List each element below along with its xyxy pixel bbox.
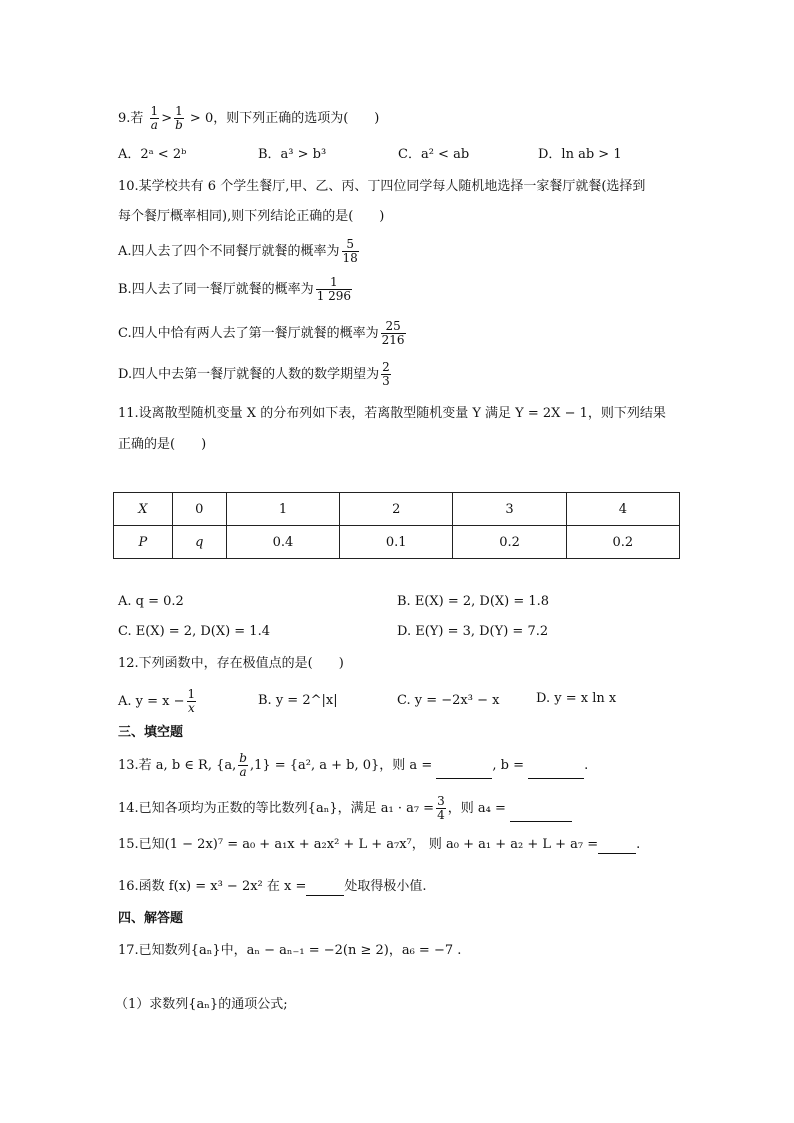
q14-blank[interactable] — [510, 807, 572, 822]
q15-end: . — [636, 837, 641, 852]
q11-option-a: A. q = 0.2 — [118, 594, 184, 609]
q13-end: . — [584, 758, 589, 773]
table-cell: 0.4 — [226, 526, 339, 559]
q16-stem — [118, 878, 427, 896]
q10-a-text: A.四人去了四个不同餐厅就餐的概率为 — [118, 244, 340, 259]
q13-blank-a[interactable] — [436, 764, 492, 779]
q12-option-b: B. y = 2^|x| — [258, 693, 338, 708]
q12-a-text: A. y = x − — [118, 694, 185, 709]
q13-mid: ,1} = {a², a + b, 0}，则 a = — [249, 758, 433, 773]
q9-option-a: A．2ᵃ < 2ᵇ — [118, 147, 187, 162]
q11-distribution-table — [113, 492, 680, 559]
q14-frac: $\frac{3}{4}$ — [437, 794, 445, 822]
q13-sep: , b = — [492, 758, 524, 773]
table-cell: 0.2 — [566, 526, 679, 559]
q9-tail: > 0，则下列正确的选项为( ) — [189, 111, 380, 126]
q11-option-b: B. E(X) = 2, D(X) = 1.8 — [397, 594, 550, 609]
q9-frac-2: $\frac{1}{b}$ — [175, 104, 183, 132]
q10-option-c — [118, 320, 408, 347]
q10-option-b — [118, 276, 354, 303]
q9-stem: 9.若 $\frac{1}{a}$ > $\frac{1}{b}$ > 0，则下列正确的选项为( ) — [118, 104, 380, 132]
section-title-fill-blank: 三、填空题 — [118, 725, 184, 740]
q16-pre: 16.函数 f(x) = x³ − 2x² 在 x = — [118, 879, 307, 894]
q11-line1: 11.设离散型随机变量 X 的分布列如下表，若离散型随机变量 Y 满足 Y = 2X − 1，则下列结果 — [118, 406, 666, 421]
q11-line2: 正确的是( ) — [118, 437, 207, 452]
q12-option-d: D. y = x ln x — [536, 691, 617, 706]
table-cell: P — [114, 526, 173, 559]
q10-c-frac: $\frac{25}{216}$ — [381, 319, 405, 347]
q12-option-c: C. y = −2x³ − x — [397, 693, 500, 708]
q10-b-frac: $\frac{1}{1 296}$ — [316, 275, 352, 303]
q13-pre: 13.若 a, b ∈ R, {a, — [118, 758, 237, 773]
q14-stem — [118, 795, 572, 822]
q14-post: ，则 a₄ = — [447, 801, 506, 816]
q13-blank-b[interactable] — [528, 764, 584, 779]
table-cell: q — [172, 526, 226, 559]
table-cell: X — [114, 493, 173, 526]
q9-frac-1: $\frac{1}{a}$ — [150, 104, 159, 132]
q16-blank[interactable] — [306, 881, 344, 896]
q10-line2: 每个餐厅概率相同),则下列结论正确的是( ) — [118, 209, 385, 224]
q12-stem: 12.下列函数中，存在极值点的是( ) — [118, 656, 344, 671]
q15-blank[interactable] — [598, 839, 636, 854]
q10-d-frac: $\frac{2}{3}$ — [382, 360, 390, 388]
table-row — [114, 493, 680, 526]
q15-text: 15.已知(1 − 2x)⁷ = a₀ + a₁x + a₂x² + L + a₇x⁷， 则 a₀ + a₁ + a₂ + L + a₇ = — [118, 837, 599, 852]
q12-a-frac: $\frac{1}{x}$ — [187, 687, 196, 715]
table-cell: 4 — [566, 493, 679, 526]
q13-stem — [118, 752, 588, 779]
section-title-answer: 四、解答题 — [118, 911, 184, 926]
q10-option-d — [118, 361, 393, 388]
q12-option-a — [118, 688, 198, 715]
q14-pre: 14.已知各项均为正数的等比数列{aₙ}，满足 a₁ · a₇ = — [118, 801, 435, 816]
q10-b-text: B.四人去了同一餐厅就餐的概率为 — [118, 282, 314, 297]
table-cell: 0.1 — [340, 526, 453, 559]
table-cell: 2 — [340, 493, 453, 526]
q9-option-d: D．ln ab > 1 — [538, 147, 622, 162]
q10-d-text: D.四人中去第一餐厅就餐的人数的数学期望为 — [118, 367, 380, 382]
table-row — [114, 526, 680, 559]
q15-stem — [118, 836, 640, 854]
q10-option-a — [118, 238, 361, 265]
table-cell: 0.2 — [453, 526, 566, 559]
q17-stem: 17.已知数列{aₙ}中，aₙ − aₙ₋₁ = −2(n ≥ 2)，a₆ = −7 . — [118, 943, 462, 958]
q17-sub1: （1）求数列{aₙ}的通项公式; — [115, 997, 288, 1012]
q9-option-b: B．a³ > b³ — [258, 147, 327, 162]
q11-option-d: D. E(Y) = 3, D(Y) = 7.2 — [397, 624, 549, 639]
q9-prefix: 9.若 — [118, 111, 144, 126]
table-cell: 1 — [226, 493, 339, 526]
table-cell: 3 — [453, 493, 566, 526]
q9-option-c: C．a² < ab — [398, 147, 470, 162]
q11-option-c: C. E(X) = 2, D(X) = 1.4 — [118, 624, 270, 639]
q13-frac: $\frac{b}{a}$ — [239, 751, 247, 779]
q10-c-text: C.四人中恰有两人去了第一餐厅就餐的概率为 — [118, 326, 379, 341]
q10-a-frac: $\frac{5}{18}$ — [342, 237, 358, 265]
table-cell: 0 — [172, 493, 226, 526]
q16-post: 处取得极小值. — [344, 879, 427, 894]
q10-line1: 10.某学校共有 6 个学生餐厅,甲、乙、丙、丁四位同学每人随机地选择一家餐厅就餐(选择到 — [118, 179, 646, 194]
